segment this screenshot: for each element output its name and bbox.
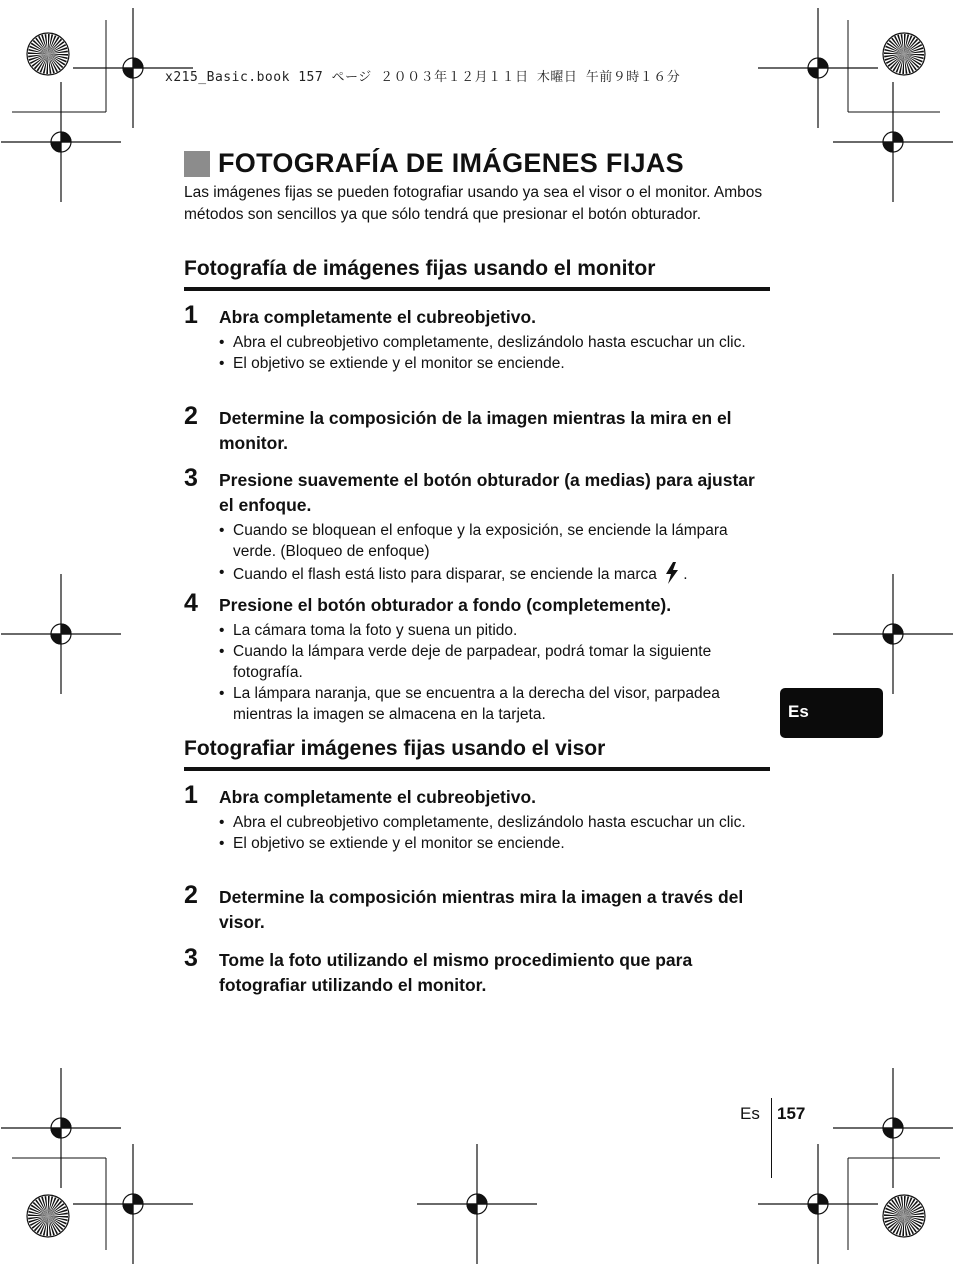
bullet-item-flash xyxy=(219,562,770,585)
step-bullets xyxy=(219,620,770,725)
bullet-item: • La cámara toma la foto y suena un pitido. xyxy=(219,620,770,641)
registration-mark-icon xyxy=(833,1068,953,1188)
step-bullets xyxy=(219,332,770,374)
viewfinder-step-2 xyxy=(184,881,770,935)
starburst-target-icon xyxy=(883,33,925,75)
footer-language: Es xyxy=(740,1104,760,1123)
bullet-item: • Cuando se bloquean el enfoque y la exposición, se enciende la lámpara verde. (Bloqueo de enfoque) xyxy=(219,520,770,562)
page-title xyxy=(184,148,684,179)
step-number: 1 xyxy=(184,781,198,809)
step-bullets xyxy=(219,812,770,854)
bullet-item: • Abra el cubreobjetivo completamente, deslizándolo hasta escuchar un clic. xyxy=(219,812,770,833)
step-heading: Presione el botón obturador a fondo (completemente). xyxy=(219,595,672,615)
flash-bullet-end: . xyxy=(683,566,688,583)
step-heading: Abra completamente el cubreobjetivo. xyxy=(219,307,537,327)
viewfinder-step-3 xyxy=(184,944,770,998)
page-title-text: FOTOGRAFÍA DE IMÁGENES FIJAS xyxy=(218,148,684,178)
step-bullets xyxy=(219,520,770,585)
registration-mark-icon xyxy=(758,8,878,128)
step-heading: Determine la composición mientras mira la imagen a través del visor. xyxy=(219,887,744,932)
intro-paragraph: Las imágenes fijas se pueden fotografiar usando ya sea el visor o el monitor. Ambos métodos son sencillos ya que sólo tendrá que presionar el botón obturador. xyxy=(184,184,763,223)
registration-mark-icon xyxy=(73,1144,193,1264)
bullet-item: • El objetivo se extiende y el monitor se enciende. xyxy=(219,833,770,854)
registration-mark-icon xyxy=(417,1144,537,1264)
starburst-target-icon xyxy=(883,1195,925,1237)
step-heading: Presione suavemente el botón obturador (a medias) para ajustar el enfoque. xyxy=(219,470,755,515)
bullet-item: • Abra el cubreobjetivo completamente, deslizándolo hasta escuchar un clic. xyxy=(219,332,770,353)
monitor-step-1 xyxy=(184,301,770,374)
title-square-icon xyxy=(184,151,210,177)
step-heading: Determine la composición de la imagen mientras la mira en el monitor. xyxy=(219,408,732,453)
viewfinder-step-1 xyxy=(184,781,770,854)
bullet-item: • La lámpara naranja, que se encuentra a la derecha del visor, parpadea mientras la imagen se almacena en la tarjeta. xyxy=(219,683,770,725)
section-heading-viewfinder: Fotografiar imágenes fijas usando el visor xyxy=(184,737,770,771)
step-number: 2 xyxy=(184,402,198,430)
registration-mark-icon xyxy=(833,82,953,202)
bullet-item: • El objetivo se extiende y el monitor se enciende. xyxy=(219,353,770,374)
step-number: 3 xyxy=(184,464,198,492)
flash-bolt-icon xyxy=(665,562,679,584)
page-number: 157 xyxy=(777,1104,806,1123)
registration-mark-icon xyxy=(1,82,121,202)
registration-mark-icon xyxy=(833,574,953,694)
registration-mark-icon xyxy=(1,574,121,694)
step-heading: Abra completamente el cubreobjetivo. xyxy=(219,787,537,807)
step-number: 1 xyxy=(184,301,198,329)
flash-bullet-text: Cuando el flash está listo para disparar, se enciende la marca xyxy=(233,566,657,583)
step-number: 4 xyxy=(184,589,198,617)
monitor-step-2 xyxy=(184,402,770,456)
bullet-item: • Cuando la lámpara verde deje de parpadear, podrá tomar la siguiente fotografía. xyxy=(219,641,770,683)
starburst-target-icon xyxy=(27,33,69,75)
monitor-step-3 xyxy=(184,464,770,585)
starburst-target-icon xyxy=(27,1195,69,1237)
step-number: 3 xyxy=(184,944,198,972)
step-number: 2 xyxy=(184,881,198,909)
section-heading-monitor: Fotografía de imágenes fijas usando el monitor xyxy=(184,257,770,291)
print-header-line: x215_Basic.book 157 ページ ２００３年１２月１１日 木曜日 午前９時１６分 xyxy=(165,70,681,85)
step-heading: Tome la foto utilizando el mismo procedimiento que para fotografiar utilizando el monitor. xyxy=(219,950,693,995)
footer-divider xyxy=(771,1098,772,1178)
language-side-tab: Es xyxy=(780,688,883,738)
monitor-step-4 xyxy=(184,589,770,725)
registration-mark-icon xyxy=(758,1144,878,1264)
registration-mark-icon xyxy=(1,1068,121,1188)
